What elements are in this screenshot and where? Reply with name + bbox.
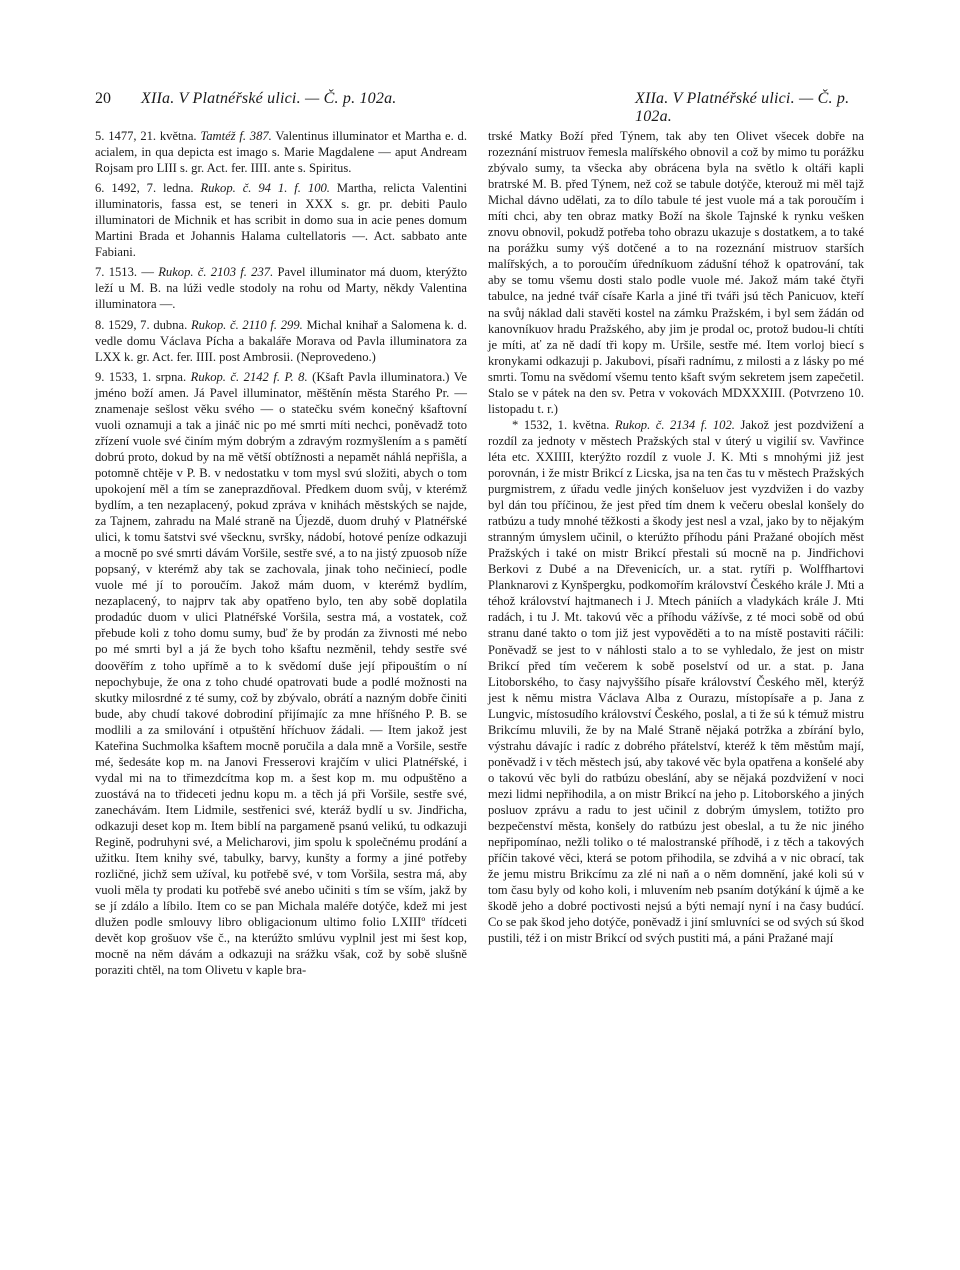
right-column — [488, 128, 864, 946]
page-header — [95, 90, 865, 125]
entry-10-lead: * 1532, 1. května. — [512, 417, 610, 432]
entry-8-lead: 8. 1529, 7. dubna. — [95, 317, 188, 332]
running-head-right-text: XIIa. V Platnéřské ulici. — Č. p. 102a. — [635, 90, 850, 125]
entry-7 — [95, 264, 467, 312]
running-head-right — [635, 90, 865, 126]
running-head-left — [141, 90, 396, 108]
entry-6 — [95, 180, 467, 260]
entry-10 — [488, 417, 864, 947]
entry-9-text: (Kšaft Pavla illuminatora.) Ve jméno boží amen. Já Pavel illuminator, měštěnín města Starého Pr. — znamenaje sešlost věku svého — o statečku svém konečný kšaftovní vuoli oznamuji a tak a jináč nic po mé smrti míti nechci, poněvadž toto zřízení vuole své činím mým dobrým a zdravým rozmyšlením a s pamětí dobrú proto, dokud by na mě větší obtížnosti a nepamět náhlá nepřišla, a potomně chtěje v P. B. v nedostatku v tom mysl svú složiti, abych o tom upokojení měl a tím se zaneprazdňoval. Předkem duom svůj, v kterémž bydlím, a ten nezaplacený, pokud zpráva v knihách městských se najde, za Tajnem, zahradu na Malé straně na Újezdě, duom druhý v Platnéřské ulici, k tomu šatstvi své všecknu, svršky, nádobí, hotové peníze odkazuji a mocně po své smrti dávám Voršile, sestře své, a to na jistý zpuosob níže popsaný, v kterémž aby tak se zachovala, jinak toho nečiniecí, podle vuole mé jí to poroučím. Jakož mám duom, v kterémž bydlím, nezaplacený, to najprv tak aby opatřeno bylo, ten aby sobě doplatila prodadúc duom v ulici Platnéřské Voršila, sestra má, a vostatek, což přebude koli z toho domu sumy, buď že by prodán za živnosti mé nebo po mé smrti byl a já že bych toho kšaftu nezměnil, tehdy sestře své doověřím z toho upřímě a to k svědomí duše její připouštím o ní nepochybuje, že ona z toho chudé opatrovati bude a podlé možnosti na skutky milosrdné z té sumy, což by zbývalo, obrátí a nazným dobře činiti bude, aby chudí takové dobrodiní přijímajíc za mne hříšného P. B. se modlili a za smilování i otpuštění hříchuov žádali. — Item jakož jest Kateřina Suchmolka kšaftem mocně poručila a dala mně a Voršile, sestře mé, šedesáte kop m. na Janovi Fresserovi krajčím v ulici Platnéřské, i vydal mi na to třimezdcítma kop m. a šest kop m. mu odpuštěno a zuostává na to třideceti jednu kopu m. a těch já při Voršile, sestře své, zanechávám. Item Lidmile, sestřenici své, kteráž bydlí u sv. Jindřicha, odkazuji deset kop m. Item biblí na pargameně psanú velikú, tu odkazuji Regině, podruhyni své, a Melicharovi, jim spolu k společnému prodání a užitku. Item knihy své, tabulky, barvy, kunšty a formy a jiné potřeby rozličné, jichž sem užíval, ku potřebě své, v tom Voršila, sestra má, aby vuoli měla ty prodati ku potřebě své anebo učiniti s tím se vším, jakž by se jí zdálo a líbilo. Item co se pan Michala maléře dotýče, kdež mi jest dlužen podle smlouvy libro obligacionum ultimo folio LXIIIº třídceti devět kop grošuov vše č., na kterúžto smlúvu vyplnil jest mi šest kop, mocně na něm dávám a odkazuji na srážku však, což by sobě slušně poraziti chtěl, na tom Olivetu v kaple bra- — [95, 369, 467, 978]
entry-5-ref: Tamtéž f. 387. — [200, 129, 272, 143]
page-number: 20 — [95, 90, 111, 107]
left-column — [95, 128, 467, 982]
entry-8-ref: Rukop. č. 2110 f. 299. — [190, 317, 303, 332]
entry-6-lead: 6. 1492, 7. ledna. — [95, 181, 194, 196]
entry-5-lead: 5. 1477, 21. května. — [95, 129, 197, 143]
entry-8-text: Michal knihař a Salomena k. d. vedle domu Václava Pícha a bakaláře Morava od Pavla illuminatora za LXX k. gr. Act. fer. IIII. post Ambrosii. (Neprovedeno.) — [95, 317, 467, 364]
running-head-left-text: XIIa. V Platnéřské ulici. — Č. p. 102a. — [141, 90, 397, 107]
entry-6-ref: Rukop. č. 94 1. f. 100. — [200, 181, 330, 196]
entry-9-lead: 9. 1533, 1. srpna. — [95, 369, 187, 384]
entry-9-ref: Rukop. č. 2142 f. P. 8. — [190, 369, 308, 384]
entry-9 — [95, 369, 467, 979]
entry-10-ref: Rukop. č. 2134 f. 102. — [614, 417, 735, 432]
right-paragraph-continued: trské Matky Boží před Týnem, tak aby ten Olivet všecek dobře na rozeznání mistruov řemesla malířského obnovil a což by mimo tu porážku zbývalo sumy, ta všecka aby obrácena byla na světlo k oltáři kapli bratrské M. B. před Týnem, než což se tabule dotýče, kterouž mi měl tajž Michal dávno udělati, za to dílo tabule té jest vuole má a tak poroučím i míti chci, aby ten obraz matky Boží na škole Tajnské k rynku vešken znovu obnovil, pokudž potřeba toho obrazu ukazuje s dostatkem, a to také na porážku sumy výš dotčené a to na rozeznání mistruov starších malířských, a to poroučím úředníkuom zádušní téhož k opatrování, tak aby se tomu všemu dosti stalo podle vuole mé. Jakož mám také čtyři tabulce, na jedné tvář císaře Karla a jiné tři tváři jsú těch Panicuov, kteří na svůj náklad dali stavěti kostel na zámku Pražském, i byl sem žádán od kanovníkuov hradu Pražského, aby jim je prodal oc, protož budou-li chtíti je míti, ať za ně dadí tři kopy m. Uršile, sestře mé. Item vorloj biecí s kronykami odkazuji p. Jakubovi, písaři radnímu, z milosti a z lásky po mé smrti. Tomu na svědomí všemu tento kšaft svým sekretem jsem zapečetil. Stalo se v pátek na den sv. Petra v vokovách MDXXXIII. (Potvrzeno 10. listopadu t. r.) — [488, 129, 864, 416]
entry-5-text: Valentinus illuminator et Martha e. d. acialem, in qua depicta est imago s. Marie Magdalene — aput Andream Rojsam pro LIII s. gr. Act. fer. IIII. ante s. Spiritus. — [95, 129, 467, 176]
entry-7-lead: 7. 1513. — — [95, 265, 154, 280]
entry-5 — [95, 128, 467, 176]
entry-7-ref: Rukop. č. 2103 f. 237. — [158, 265, 274, 280]
entry-10-text: Jakož jest pozdvižení a rozdíl za jednoty v městech Pražských stal v úterý u vigilií sv. Vavřince léta etc. XXIIII, kterýžto rozdíl z vuole J. K. Mti s mnohými již jest porovnán, i že mistr Brikcí z Licska, jsa na ten čas tu v městech Pražských purgmistrem, z úřadu vedle jiných konšeluov jest vyzdvižen i do vazby byl dán tou příčinou, že jest před tím dnem k večeru obeslal konšely do ratbúzu a tudy mnohé těžkosti a škody jest nesl a vzal, jako by to nějakým stranným úmyslem učinil, o kterúžto příhodu páni Pražané obojích měst Pražských i také on mistr Brikcí přestali sú mocně na p. Jindřichovi Berkovi z Dubé a na Dřevenicích, ur. a stat. rytíři p. Wolffhartovi Planknarovi z Kynšpergku, podkomořím království Českého krále J. Mti a téhož království hajtmanech i J. Mtech pániích a vladykách krále J. Mti radách, i tu J. Mt. takovú věc a příhodu vážívše, z té moci sobě od obú stranu dané takto o tom již jest vypověděti a to na místě postaviti ráčili: Poněvadž se jest to v náhlosti stalo a to se vyhledalo, že jest on mistr Brikcí před tím večerem k sobě poselství od ur. a stat. p. Jana Litoborského, to časy najvyššího písaře království Českého měl, kterýž jest k němu mistra Václava Alba z Ourazu, místopísaře a p. Jana z Lungvic, místosudího království Českého, poslal, a ti že sú k témuž mistru Brikcímu mluvili, že by na Malé Straně nějaká potržka a zbírání bylo, výstrahu dávajíc i radíc z dobrého přátelství, kteréž k těm městům mají, poněvadž i v těch městech jsú, aby takové věc byla opatřena a konšelé aby o takovú věc byli do ratbúzu obeslání, aby se nějaká pozdvižení v noci mezi lidmi nepřihodila, a on mistr Brikcí na jeho p. Litoborského a jiných posluov zprávu a radu to jest učinil z dobrým úmyslem, totižto pro bezpečenství města, konšely do ratbúzu jest obeslal, a tu že nic jiného nepřipomínao, nežli toliko o té malostranské příhodě, i z těch a takových příčin takové věci, která se potom přihodila, se zdvihá a v nic obrací, tak že jemu mistru Brikcímu za zlé ni naň a o něm domnění, jaké koli sú v tom času byly od koho koli, i mluvením neb psaním dotýkání k újmě a ke škodě jeho a dobré poctivosti nejsú a býti nemají nyní i na časy budúcí. Co se pak škod jeho dotýče, poněvadž i jiní smluvníci se od svých sú škod pustili, též i on mistr Brikcí od svých pustiti má, a páni Pražané mají — [488, 417, 864, 946]
entry-8 — [95, 317, 467, 365]
entry-6-text: Martha, relicta Valentini illuminatoris, fassa est, se teneri in XXX s. gr. pr. debiti Paulo illuminatori de Michnik et has scribit in domo sua in acie penes domum Martini Brada et Johannis Halama cultellatoris —. Act. sabbato ante Fabiani. — [95, 181, 468, 260]
entry-7-text: Pavel illuminator má duom, kterýžto leží u M. B. na lúži vedle stodoly na rohu od Marty, někdy Valentina illuminatora —. — [95, 265, 468, 312]
